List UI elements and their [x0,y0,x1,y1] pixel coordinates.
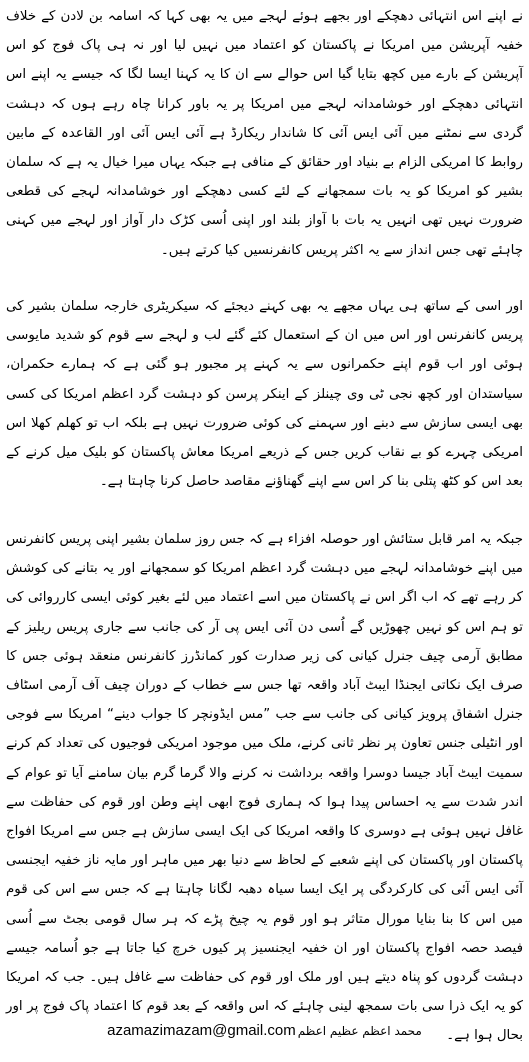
article-paragraph-2: اور اسی کے ساتھ ہی یہاں مجھے یہ بھی کہنے دیجئے کہ سیکریٹری خارجہ سلمان بشیر کی پریس کانفرنس اور اس میں ان کے استعمال کئے گئے لب و لہجے سے قوم کو شدید مایوسی ہوئی اور اب قوم اپنے حکمرانوں سے یہ کہنے پر مجبور ہو گئی ہے کہ ہمارے حکمران، سیاستدان اور کچھ نجی ٹی وی چینلز کے اینکر پرسن کو دہشت گرد اعظم امریکا کی کسی بھی ایسی سازش سے دبنے اور سہمنے کی کوئی ضرورت نہیں ہے بلکہ اب تو کھلم کھلا اس امریکی چہرے کو بے نقاب کریں جس کے ذریعے امریکا معاش پاکستان کو بلیک میل کرنے کے بعد اس کو کٹھ پتلی بنا کر اس سے اپنے گھناؤنے مقاصد حاصل کرنا چاہتا ہے۔ [6,299,523,490]
article-paragraph-1: نے اپنے اس انتہائی دھچکے اور بجھے ہوئے لہجے میں یہ بھی کہا کہ اسامہ بن لادن کے خلاف خفیہ آپریشن میں امریکا نے پاکستان کو اعتماد میں نہیں لیا اور نہ ہی پاک فوج کو اس آپریشن کے بارے میں کچھ بتایا گیا اس حوالے سے ان کا یہ کہنا ایسا لگا کہ جیسے یہ اپنے اس انتہائی دھچکے اور خوشامدانہ لہجے میں امریکا پر یہ باور کرانا چاہ رہے ہوں کہ دہشت گردی سے نمٹنے میں آئی ایس آئی کا شاندار ریکارڈ ہے آئی ایس آئی اور القاعدہ کے مابین روابط کا امریکی الزام بے بنیاد اور حقائق کے منافی ہے جبکہ یہاں میرا خیال یہ ہے کہ سلمان بشیر کو امریکا کو یہ بات سمجھانے کے لئے کسی دھچکے اور خوشامدانہ لہجے کی قطعی ضرورت نہیں تھی انہیں یہ بات با آواز بلند اور اپنی اُسی کڑک دار آواز اور لہجے میں کہنی چاہئے تھی جس انداز سے یہ اکثر پریس کانفرنسیں کیا کرتے ہیں۔ [6,9,523,258]
author-name: محمد اعظم عظیم اعظم [297,1024,422,1038]
author-signature [0,1022,529,1039]
author-email-link[interactable]: azamazimazam@gmail.com [107,1022,296,1039]
article-paragraph-3: جبکہ یہ امر قابل ستائش اور حوصلہ افزاء ہے کہ جس روز سلمان بشیر اپنی پریس کانفرنس میں اپنے خوشامدانہ لہجے میں دہشت گرد اعظم امریکا کو سمجھانے اور یہ بتانے کی کوشش کر رہے تھے کہ اب اگر اس نے پاکستان میں اسے اعتماد میں لئے بغیر کوئی ایسی کارروائی کی تو ہم اس کو نہیں چھوڑیں گے اُسی دن آئی ایس پی آر کی جانب سے جاری پریس ریلیز کے مطابق آرمی چیف جنرل کیانی کی زیر صدارت کور کمانڈرز کانفرنس منعقد ہوئی جس کا صرف ایک نکاتی ایجنڈا ایبٹ آباد واقعہ تھا جس سے خطاب کے دوران چیف آف آرمی اسٹاف جنرل اشفاق پرویز کیانی کی جانب سے جب ”مس ایڈونچر کا جواب دینے“ امریکا سے فوجی اور انٹیلی جنس تعاون پر نظر ثانی کرنے، ملک میں موجود امریکی فوجیوں کی تعداد کم کرنے سمیت ایبٹ آباد جیسا دوسرا واقعہ برداشت نہ کرنے والا گرما گرم بیان سامنے آیا تو عوام کے اندر شدت سے یہ احساس پیدا ہوا کہ ہماری فوج ابھی اپنے وطن اور قوم کی حفاظت سے غافل نہیں ہوئی ہے دوسری کا واقعہ امریکا کی ایک ایسی سازش ہے جس سے امریکا افواج پاکستان اور پاکستان کی اپنے شعبے کے لحاظ سے دنیا بھر میں ماہر اور مایہ ناز خفیہ ایجنسی آئی ایس آئی کی کارکردگی پر ایک ایسا سیاہ دھبہ لگانا چاہتا ہے کہ جس سے اس کی قوم میں اس کا بنا بنایا مورال متاثر ہو اور قوم یہ چیخ پڑے کہ ہر سال قومی بجٹ سے اُسی فیصد حصہ افواج پاکستان اور ان خفیہ ایجنسیز پر کیوں خرچ کیا جاتا ہے جو اُسامہ جیسے دہشت گردوں کو پناہ دیتے ہیں اور ملک اور قوم کی حفاظت سے غافل ہیں۔ جب کہ امریکا کو یہ ایک ذرا سی بات سمجھ لینی چاہئے کہ اس واقعہ کے بعد قوم کا اعتماد پاک فوج پر اور بحال ہوا ہے۔ [6,532,523,1044]
